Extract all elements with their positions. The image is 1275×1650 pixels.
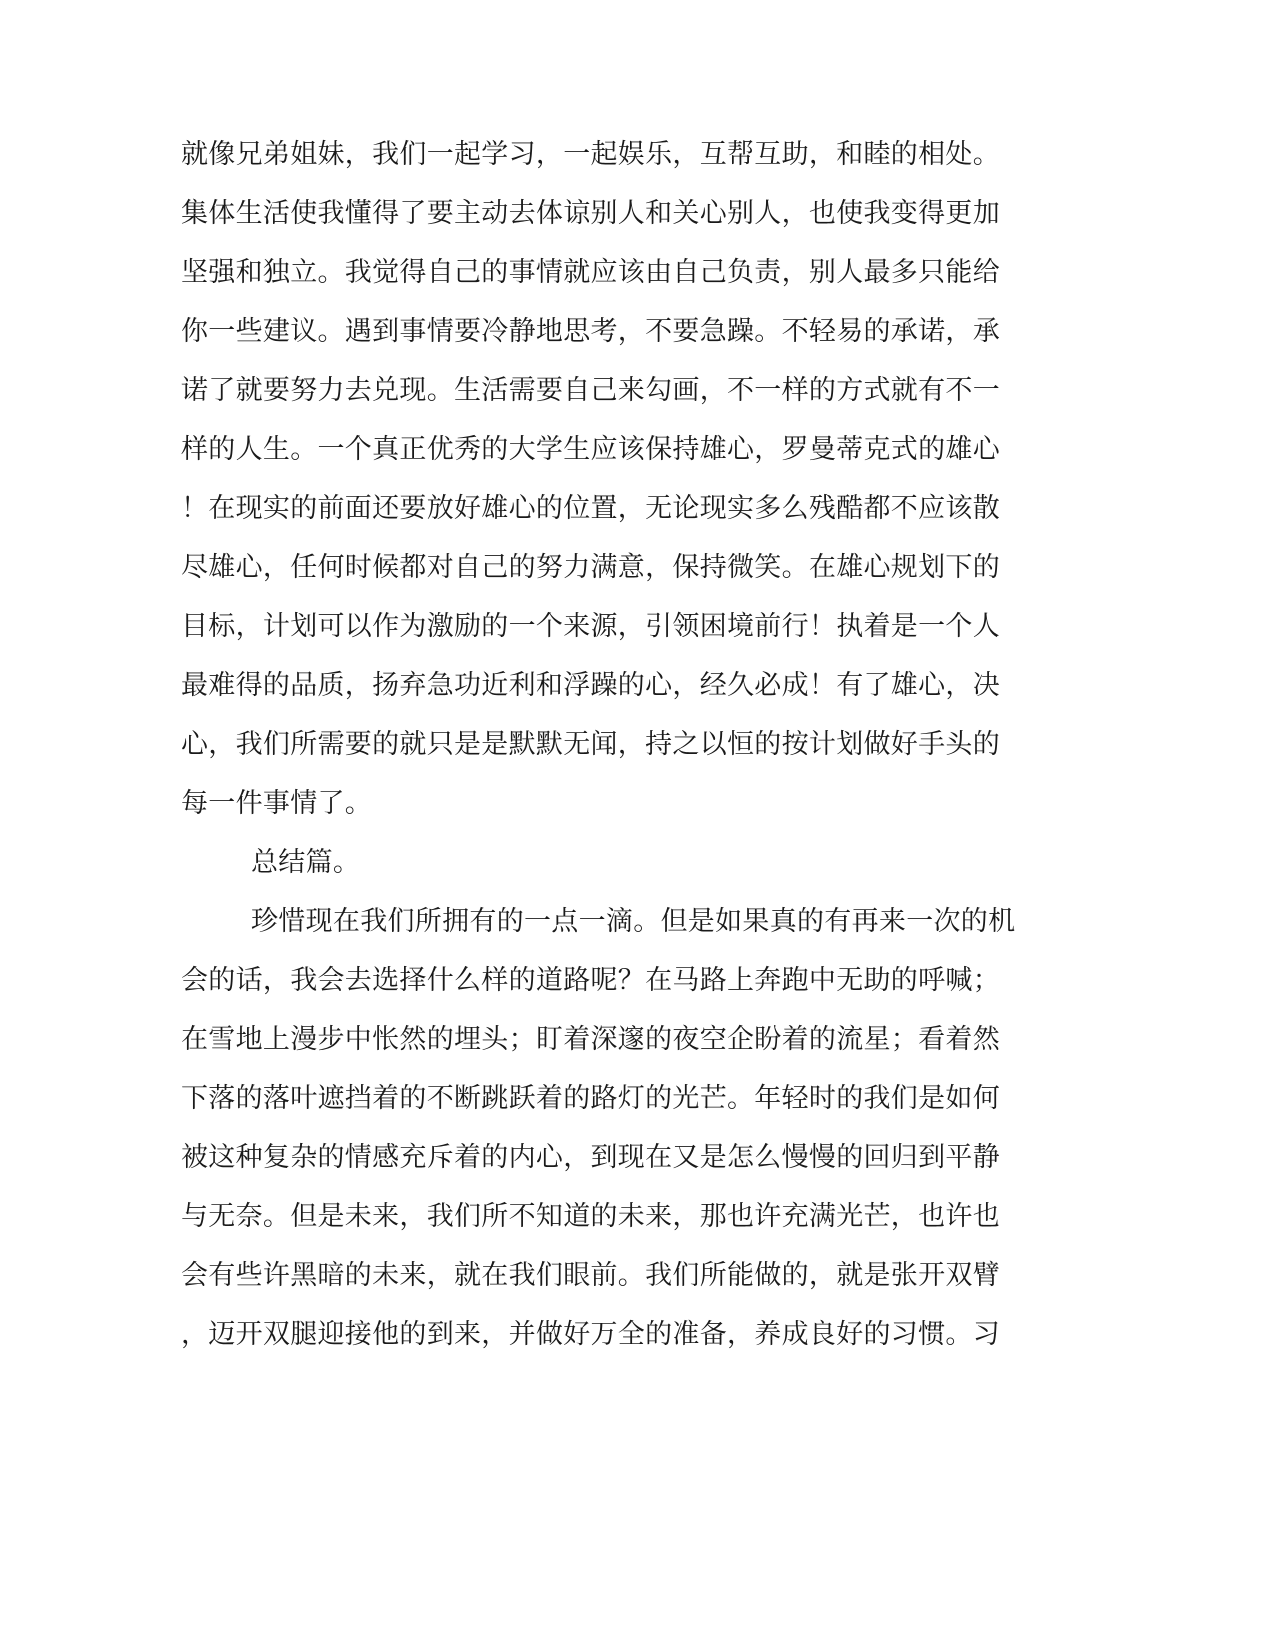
text-line: 最难得的品质，扬弃急功近利和浮躁的心，经久必成！有了雄心，决: [181, 670, 1000, 701]
text-line: 就像兄弟姐妹，我们一起学习，一起娱乐，互帮互助，和睦的相处。: [181, 139, 1000, 170]
text-line: 诺了就要努力去兑现。生活需要自己来勾画，不一样的方式就有不一: [181, 375, 1000, 406]
text-line: 下落的落叶遮挡着的不断跳跃着的路灯的光芒。年轻时的我们是如何: [181, 1083, 1000, 1114]
text-line: 样的人生。一个真正优秀的大学生应该保持雄心，罗曼蒂克式的雄心: [181, 434, 1000, 465]
text-line: 会的话，我会去选择什么样的道路呢？在马路上奔跑中无助的呼喊；: [181, 965, 1000, 996]
text-line: 心，我们所需要的就只是是默默无闻，持之以恒的按计划做好手头的: [181, 729, 1000, 760]
text-line: 你一些建议。遇到事情要冷静地思考，不要急躁。不轻易的承诺，承: [181, 316, 1000, 347]
text-line: 珍惜现在我们所拥有的一点一滴。但是如果真的有再来一次的机: [251, 906, 1016, 937]
text-line: 坚强和独立。我觉得自己的事情就应该由自己负责，别人最多只能给: [181, 257, 1000, 288]
text-line: 被这种复杂的情感充斥着的内心，到现在又是怎么慢慢的回归到平静: [181, 1142, 1000, 1173]
text-line: 每一件事情了。: [181, 788, 373, 819]
text-line: ！在现实的前面还要放好雄心的位置，无论现实多么残酷都不应该散: [181, 493, 1000, 524]
text-line: 会有些许黑暗的未来，就在我们眼前。我们所能做的，就是张开双臂: [181, 1260, 1000, 1291]
text-line: 与无奈。但是未来，我们所不知道的未来，那也许充满光芒，也许也: [181, 1201, 1000, 1232]
text-line: ，迈开双腿迎接他的到来，并做好万全的准备，养成良好的习惯。习: [181, 1319, 1000, 1350]
text-line: 集体生活使我懂得了要主动去体谅别人和关心别人，也使我变得更加: [181, 198, 1000, 229]
section-heading: 总结篇。: [251, 847, 361, 878]
text-line: 在雪地上漫步中怅然的埋头；盯着深邃的夜空企盼着的流星；看着然: [181, 1024, 1000, 1055]
text-line: 目标，计划可以作为激励的一个来源，引领困境前行！执着是一个人: [181, 611, 1000, 642]
text-line: 尽雄心，任何时候都对自己的努力满意，保持微笑。在雄心规划下的: [181, 552, 1000, 583]
